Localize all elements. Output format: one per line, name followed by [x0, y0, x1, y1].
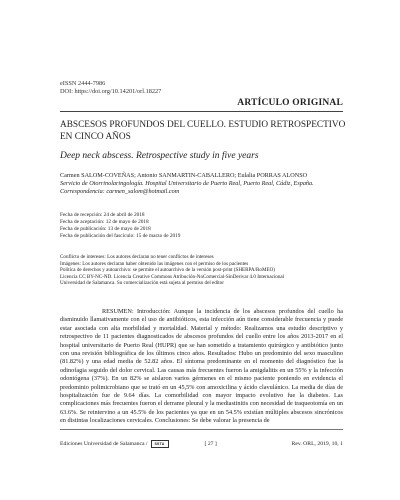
page-footer	[60, 440, 343, 448]
author-list: Carmen SALOM-COVEÑAS; Antonio SANMARTIN-CABALLERO; Eulalia PORRAS ALONSO	[60, 172, 308, 179]
page-number: [ 27 ]	[204, 441, 217, 447]
date-published: Fecha de publicación: 13 de mayo de 2018	[60, 225, 151, 232]
publisher-name: Ediciones Universidad de Salamanca /	[60, 441, 148, 447]
footer-publisher	[60, 440, 169, 448]
footer-divider	[60, 429, 343, 430]
note-university: Universidad de Salamanca. Su comercialización está sujeta al permiso del editor	[60, 280, 224, 287]
affiliation: Servicio de Otorrinolaringología. Hospital Universitario de Puerto Real, Puerto Real, Cádiz, España.	[60, 180, 314, 187]
article-title: ABSCESOS PROFUNDOS DEL CUELLO. ESTUDIO RETROSPECTIVO EN CINCO AÑOS	[60, 120, 346, 142]
issn-text: eISSN 2444-7986	[60, 80, 106, 87]
note-images: Imágenes: Los autores declaran haber obtenido las imágenes con el permiso de los pacientes	[60, 260, 249, 267]
correspondence[interactable]: Correspondencia: carmen_salom@hotmail.com	[60, 188, 180, 195]
abstract	[60, 308, 343, 426]
header-divider	[60, 111, 343, 112]
publisher-logo: SSTA	[151, 440, 169, 448]
note-conflict: Conflicto de intereses: Los autores declaran no tener conflictos de intereses	[60, 254, 214, 260]
doi-link[interactable]: DOI: https://doi.org/10.14201/orl.18227	[60, 88, 162, 95]
note-license[interactable]: Licencia CC BY-NC-ND. Licencia Creative Commons Atribución-NoComercial-SinDerivar 4.0 Internacional	[60, 273, 285, 280]
date-accepted: Fecha de aceptación: 12 de mayo de 2018	[60, 218, 149, 225]
journal-citation: Rev. ORL, 2019, 10, 1	[291, 441, 343, 447]
issn-block	[60, 80, 161, 96]
abstract-text: RESUMEN: Introducción: Aunque la incidencia de los abscesos profundos del cuello ha disminuido llamativamente con el uso de antibióticos, esta infección aún tiene considerable frecuencia y puede estar asociada con alta morbilidad y mortalidad. Material y método: Realizamos una estudio descriptivo y retrospectivo de 11 pacientes diagnosticados de abscesos profundos del cuello entre los años 2013-2017 en el hospital universitario de Puerto Real (HUPR) que se han sometido a tratamiento quirúrgico y antibiótico junto con una revisión bibliográfica de los últimos cinco años. Resultados: Hubo un predominio del sexo masculino (81.82%) y una edad media de 52.82 años. El síntoma predominante en el momento del diagnóstico fue la odinofagia seguido del dolor cervical. Las causas más frecuentes fueron la amigdalitis en un 55% y la infección odontógena (37%). En un 82% se aislaron varios gérmenes en el mismo paciente poniendo en evidencia el predominio polimicrobiano que se trató en un 45,5% con amoxicilina y ácido clavulánico. La media de días de hospitalización fue de 9.64 días. La comorbilidad con mayor impacto evolutivo fue la diabetes. Las complicaciones más frecuentes fueron el derrame pleural y la mediastinitis con necesidad de traqueotomía en un 63.6%. Se reintervino a un 45.5% de los pacientes ya que en un 54.5% existían múltiples abscesos sincrónicos en distintas localizaciones cervicales. Conclusiones: Se debe valorar la presencia de	[60, 308, 343, 425]
section-label: ARTÍCULO ORIGINAL	[237, 98, 343, 108]
note-rights: Política de derechos y autoarchivo: se permite el autoarchivo de la versión post-print (SHERPA/RoMEO)	[60, 267, 275, 274]
author-block	[60, 172, 350, 196]
date-received: Fecha de recepción: 24 de abril de 2018	[60, 212, 145, 218]
notes-block	[60, 254, 350, 287]
date-issue-published: Fecha de publicación del fascículo: 15 de marzo de 2019	[60, 232, 181, 239]
dates-block	[60, 212, 350, 240]
article-subtitle: Deep neck abscess. Retrospective study in five years	[60, 151, 259, 161]
